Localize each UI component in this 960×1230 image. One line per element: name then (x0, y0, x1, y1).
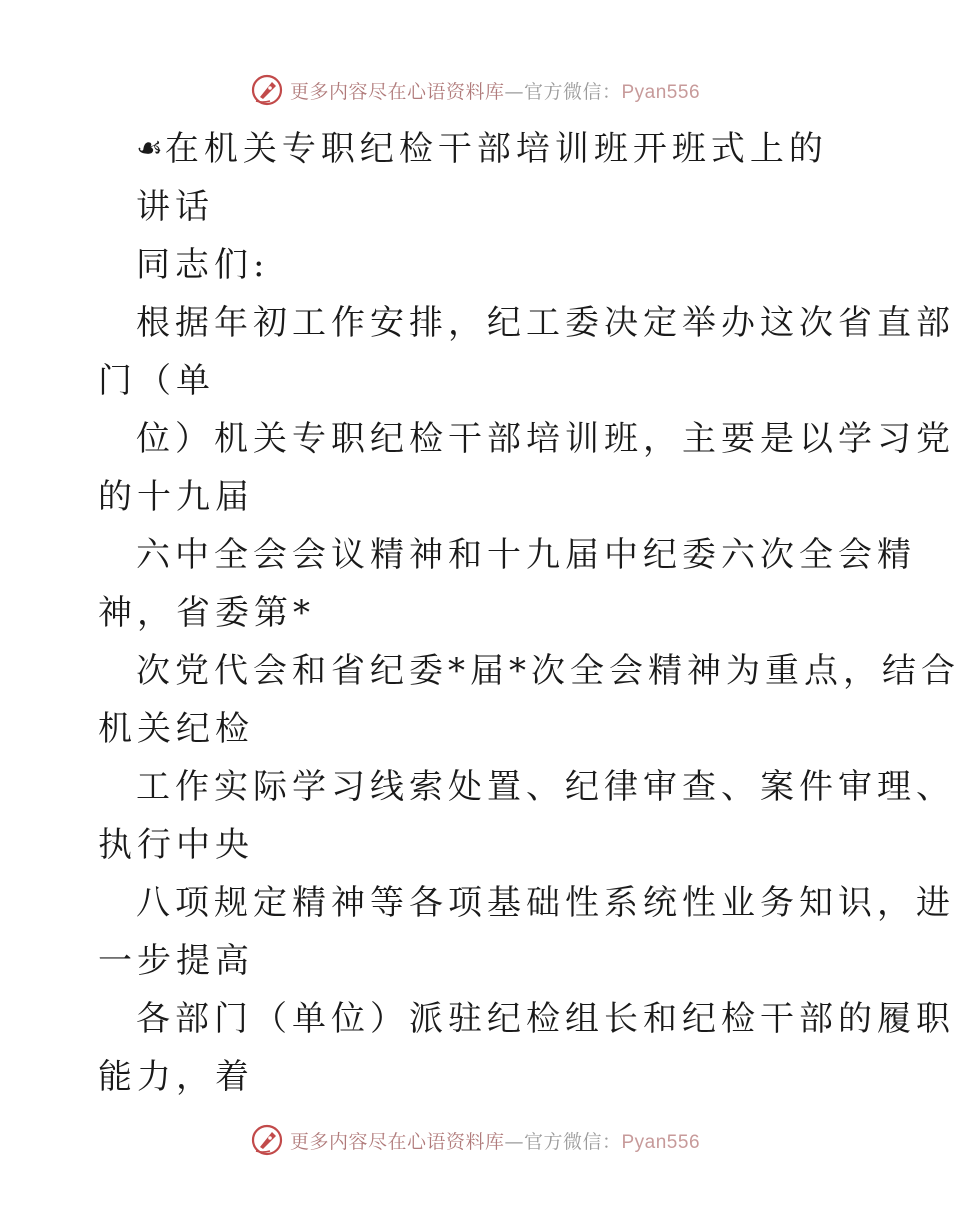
watermark-group (250, 1123, 700, 1157)
header-watermark (0, 70, 950, 110)
title-line-2: 讲话 (136, 187, 214, 227)
watermark-text (290, 77, 700, 104)
pen-nib-logo-icon (250, 1123, 284, 1157)
body-paragraph (98, 294, 960, 1106)
body-line: 机关纪检 (98, 709, 254, 749)
watermark-group (250, 73, 700, 107)
pen-nib-logo-icon (250, 73, 284, 107)
watermark-text (290, 1127, 700, 1154)
body-line: 次党代会和省纪委*届*次全会精神为重点，结合 (136, 651, 960, 691)
body-line: 工作实际学习线索处置、纪律审查、案件审理、 (136, 767, 955, 807)
body-line: 一步提高 (98, 941, 254, 981)
watermark-site-text: 更多内容尽在心语资料库 (289, 80, 505, 103)
watermark-dash: — (504, 1130, 524, 1153)
body-line: 能力，着 (98, 1057, 254, 1097)
body-line: 门（单 (98, 361, 215, 401)
body-line: 八项规定精神等各项基础性系统性业务知识，进 (136, 883, 955, 923)
watermark-contact-label: 官方微信： (523, 80, 622, 103)
watermark-dash: — (504, 80, 524, 103)
document-title (98, 120, 858, 178)
body-line: 的十九届 (98, 477, 254, 517)
body-line: 位）机关专职纪检干部培训班，主要是以学习党 (136, 419, 955, 459)
body-line: 各部门（单位）派驻纪检组长和纪检干部的履职 (136, 999, 955, 1039)
watermark-contact-id: Pyan556 (621, 81, 701, 103)
title-line-1: 在机关专职纪检干部培训班开班式上的 (164, 129, 828, 169)
salutation: 同志们: (136, 245, 270, 285)
body-line: 六中全会会议精神和十九届中纪委六次全会精 (136, 535, 916, 575)
watermark-site-text: 更多内容尽在心语资料库 (289, 1130, 505, 1153)
body-line: 执行中央 (98, 825, 254, 865)
watermark-contact-id: Pyan556 (621, 1131, 701, 1153)
document-body (98, 120, 960, 1106)
body-line: 根据年初工作安排，纪工委决定举办这次省直部 (136, 303, 955, 343)
body-line: 神，省委第* (98, 593, 315, 633)
footer-watermark (0, 1120, 950, 1160)
fleuron-ornament-icon: ☙ (136, 131, 163, 166)
watermark-contact-label: 官方微信： (523, 1130, 622, 1153)
